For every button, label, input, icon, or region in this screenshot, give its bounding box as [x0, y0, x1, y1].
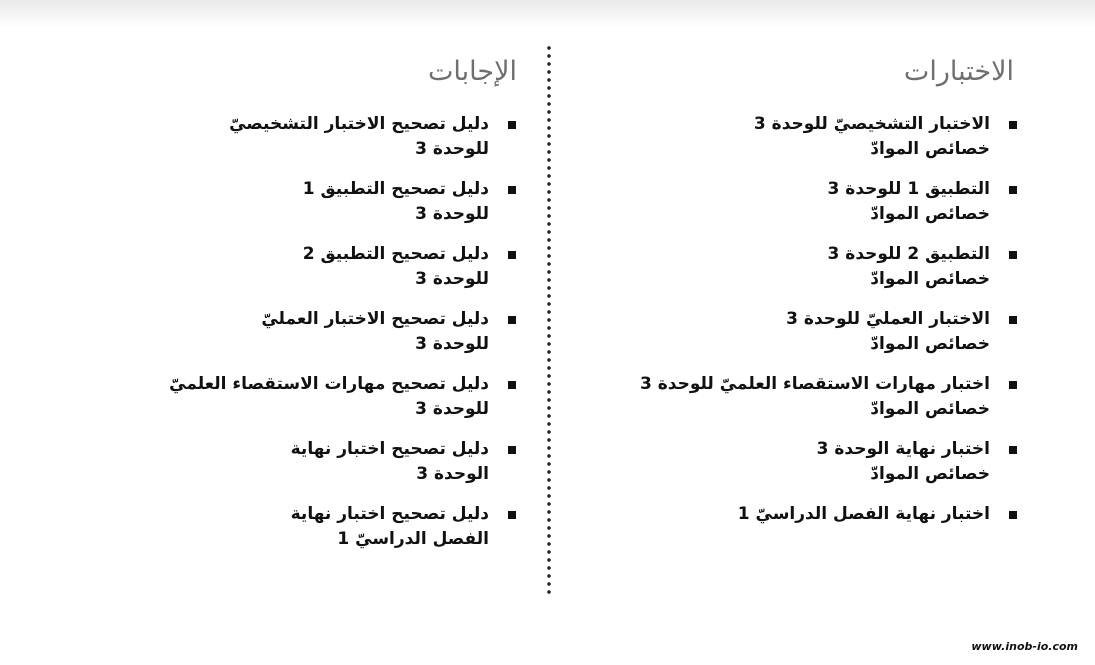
item-title: دليل تصحيح التطبيق 2 [302, 244, 489, 264]
item-subtitle: خصائص الموادّ [870, 399, 990, 419]
answers-column [77, 52, 517, 567]
top-shadow-band [0, 0, 1095, 28]
item-subtitle: خصائص الموادّ [870, 334, 990, 354]
item-title: دليل تصحيح مهارات الاستقصاء العلميّ [169, 374, 489, 394]
tests-list [578, 112, 1018, 527]
square-bullet-icon [508, 251, 516, 259]
item-title: دليل تصحيح اختبار نهاية [290, 439, 489, 459]
square-bullet-icon [508, 446, 516, 454]
tests-item-practice-2[interactable] [578, 242, 1018, 292]
square-bullet-icon [508, 381, 516, 389]
item-title: التطبيق 2 للوحدة 3 [827, 244, 990, 264]
item-subtitle: للوحدة 3 [415, 269, 489, 289]
square-bullet-icon [508, 121, 516, 129]
square-bullet-icon [1009, 121, 1017, 129]
square-bullet-icon [1009, 381, 1017, 389]
square-bullet-icon [1009, 511, 1017, 519]
item-title: اختبار نهاية الوحدة 3 [816, 439, 990, 459]
item-subtitle: خصائص الموادّ [870, 204, 990, 224]
dotted-divider [547, 44, 551, 598]
tests-heading: الاختبارات [903, 56, 1014, 87]
square-bullet-icon [1009, 186, 1017, 194]
item-subtitle: للوحدة 3 [415, 399, 489, 419]
square-bullet-icon [508, 316, 516, 324]
tests-item-practical[interactable] [578, 307, 1018, 357]
item-subtitle: الوحدة 3 [416, 464, 489, 484]
item-subtitle: الفصل الدراسيّ 1 [337, 529, 489, 549]
item-subtitle: للوحدة 3 [415, 204, 489, 224]
item-subtitle: خصائص الموادّ [870, 269, 990, 289]
tests-column [578, 52, 1018, 542]
answers-list [77, 112, 517, 552]
item-subtitle: للوحدة 3 [415, 139, 489, 159]
square-bullet-icon [508, 511, 516, 519]
item-title: اختبار مهارات الاستقصاء العلميّ للوحدة 3 [639, 374, 990, 394]
item-subtitle: للوحدة 3 [415, 334, 489, 354]
item-title: اختبار نهاية الفصل الدراسيّ 1 [737, 504, 990, 524]
item-title: دليل تصحيح التطبيق 1 [302, 179, 489, 199]
item-subtitle: خصائص الموادّ [870, 464, 990, 484]
square-bullet-icon [508, 186, 516, 194]
answers-item-practical[interactable] [77, 307, 517, 357]
item-subtitle: خصائص الموادّ [870, 139, 990, 159]
tests-item-diagnostic[interactable] [578, 112, 1018, 162]
answers-item-practice-1[interactable] [77, 177, 517, 227]
answers-heading: الإجابات [428, 56, 517, 87]
answers-item-end-of-semester[interactable] [77, 502, 517, 552]
square-bullet-icon [1009, 316, 1017, 324]
square-bullet-icon [1009, 446, 1017, 454]
item-title: الاختبار العمليّ للوحدة 3 [786, 309, 990, 329]
tests-item-end-of-semester[interactable] [578, 502, 1018, 527]
answers-item-diagnostic[interactable] [77, 112, 517, 162]
answers-item-inquiry-skills[interactable] [77, 372, 517, 422]
tests-item-inquiry-skills[interactable] [578, 372, 1018, 422]
item-title: دليل تصحيح الاختبار العمليّ [261, 309, 489, 329]
tests-item-end-of-unit[interactable] [578, 437, 1018, 487]
item-title: دليل تصحيح الاختبار التشخيصيّ [229, 114, 489, 134]
item-title: الاختبار التشخيصيّ للوحدة 3 [753, 114, 990, 134]
square-bullet-icon [1009, 251, 1017, 259]
answers-item-practice-2[interactable] [77, 242, 517, 292]
site-watermark: www.inob-io.com [971, 640, 1078, 653]
tests-item-practice-1[interactable] [578, 177, 1018, 227]
item-title: دليل تصحيح اختبار نهاية [290, 504, 489, 524]
answers-item-end-of-unit[interactable] [77, 437, 517, 487]
item-title: التطبيق 1 للوحدة 3 [827, 179, 990, 199]
